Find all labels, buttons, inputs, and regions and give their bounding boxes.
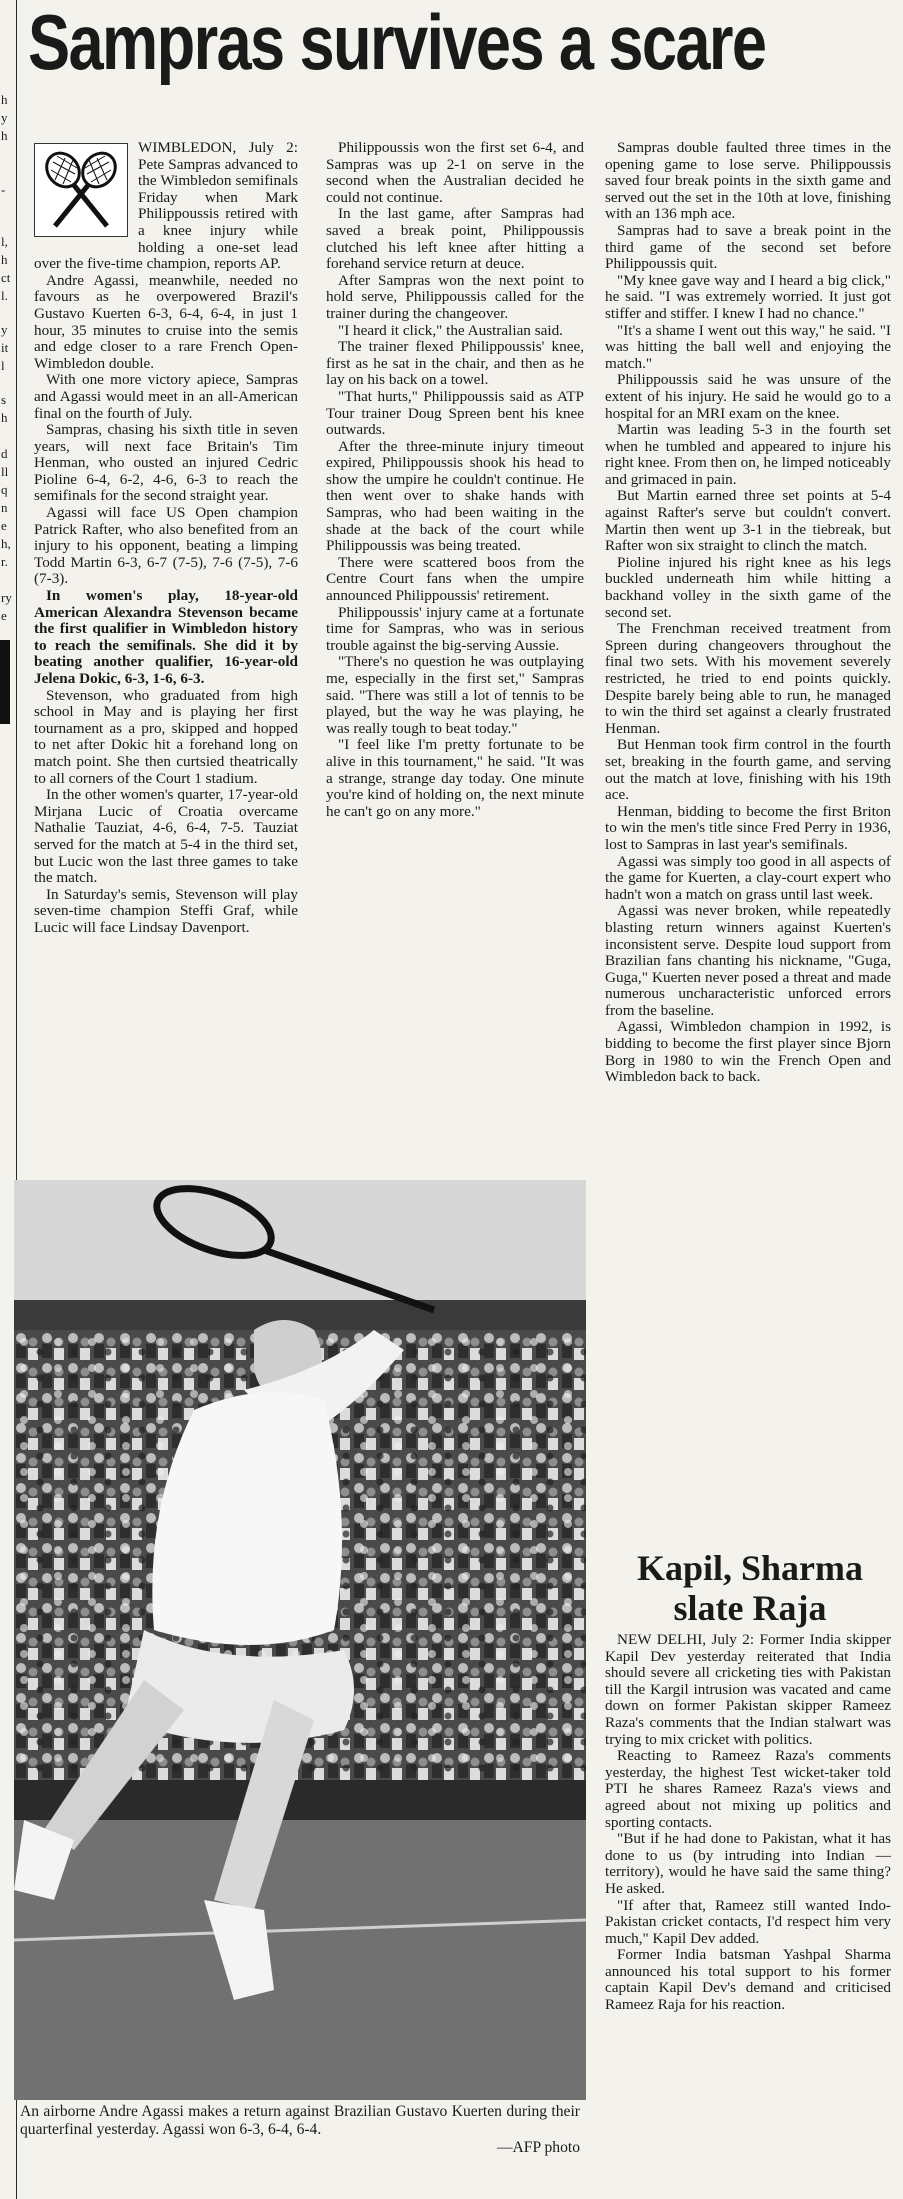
article-paragraph: There were scattered boos from the Centre Court fans when the umpire announced Philippoussis' retirement.: [326, 553, 584, 605]
dateline: NEW DELHI, July 2:: [617, 1631, 755, 1648]
tennis-photo: [14, 1180, 586, 2100]
column-2: [326, 140, 584, 820]
second-headline-line-2: slate Raja: [673, 1588, 827, 1628]
article-paragraph: Agassi, Wimbledon champion in 1992, is bidding to become the first player since Bjorn Borg in 1980 to win the French Open and Wimbledon back to back.: [605, 1018, 891, 1086]
article-paragraph: In Saturday's semis, Stevenson will play seven-time champion Steffi Graf, while Lucic will face Lindsay Davenport.: [34, 885, 298, 936]
article-paragraph: The trainer flexed Philippoussis' knee, first as he sat in the chair, and then as he lay on his back on a towel.: [326, 338, 584, 389]
edge-black-bar: [0, 640, 10, 724]
article-paragraph: Sampras, chasing his sixth title in seven years, will next face Britain's Tim Henman, who ousted an injured Cedric Pioline 6-4, 6-2, 4-6, 6-3 to reach the semifinals for the second straight year.: [34, 421, 298, 505]
edge-fragment: d: [1, 446, 8, 461]
photo-caption: [20, 2103, 580, 2157]
article-paragraph: Pioline injured his right knee as his legs buckled underneath him while hitting a backhand volley in the sixth game of the second set.: [605, 553, 891, 621]
edge-fragment: e: [1, 608, 7, 623]
article-paragraph: Philippoussis said he was unsure of the extent of his injury. He said he would go to a hospital for an MRI exam on the knee.: [605, 371, 891, 422]
article-paragraph: "That hurts," Philippoussis said as ATP Tour trainer Doug Spreen bent his knee outwards.: [326, 387, 584, 439]
article-paragraph: "I heard it click," the Australian said.: [338, 321, 563, 339]
column-1: [34, 140, 298, 937]
article-paragraph: "I feel like I'm pretty fortunate to be alive in this tournament," he said. "It was a strange, strange day today. One minute you're kind of holding on, the next minute he can't go on any more.": [326, 736, 584, 820]
article-paragraph: Sampras had to save a break point in the third game of the second set before Philippoussis quit.: [605, 221, 891, 273]
tennis-rackets-icon: [34, 143, 128, 237]
article-paragraph: Agassi was never broken, while repeatedly blasting return winners against Kuerten's inconsistent serve. Despite loud support from Brazilian fans chanting his nickname, "Guga, Guga," Kuerten never posed a threat and made numerous uncharacteristic unforced errors from the baseline.: [605, 902, 891, 1019]
article-paragraph: In the other women's quarter, 17-year-old Mirjana Lucic of Croatia overcame Nathalie Tauziat, 4-6, 6-4, 7-5. Tauziat served for the match at 5-4 in the third set, but Lucic won the last three games to take the match.: [34, 786, 298, 887]
edge-fragment: -: [1, 182, 6, 197]
edge-fragment: it: [1, 340, 9, 355]
article-paragraph: [605, 1632, 891, 1748]
edge-fragment: h: [1, 128, 8, 143]
edge-fragment: l.: [1, 288, 8, 303]
article-paragraph: But Martin earned three set points at 5-4 against Rafter's serve but couldn't convert. Martin then went up 3-1 in the tiebreak, but Rafter won six straight to clinch the match.: [605, 487, 891, 555]
article-paragraph: In the last game, after Sampras had saved a break point, Philippoussis clutched his left knee after hitting a forehand service return at deuce.: [326, 205, 584, 273]
article-paragraph: Andre Agassi, meanwhile, needed no favours as he overpowered Brazil's Gustavo Kuerten 6-3, 6-4, 6-4, in just 1 hour, 35 minutes to cruise into the semis and edge closer to a rare French Open-Wimbledon double.: [34, 271, 298, 372]
column-4: [605, 1632, 891, 2014]
edge-fragment: r.: [1, 554, 8, 569]
second-headline-line-1: Kapil, Sharma: [636, 1548, 864, 1588]
second-story-headline: [605, 1548, 895, 1628]
article-paragraph: Stevenson, who graduated from high school in May and is playing her first tournament as a pro, skipped and hopped to net after Dokic hit a forehand long on match point. She then curtsied theatrically to all corners of the Court 1 stadium.: [34, 686, 298, 787]
article-paragraph: Reacting to Rameez Raza's comments yesterday, the highest Test wicket-taker told PTI he shares Rameez Raza's views and agreed about not mixing up politics and sporting contacts.: [605, 1747, 891, 1831]
article-paragraph: Former India batsman Yashpal Sharma announced his total support to his former captain Kapil Dev's demand and criticised Rameez Raja for his reaction.: [605, 1946, 891, 2014]
article-paragraph: Philippoussis won the first set 6-4, and Sampras was up 2-1 on serve in the second when the Australian decided he could not continue.: [326, 139, 584, 206]
article-paragraph: "But if he had done to Pakistan, what it has done to us (by intruding into Indian — territory), would he have said the same thing? He asked.: [605, 1830, 891, 1897]
edge-fragment: h: [1, 410, 8, 425]
article-paragraph: Agassi will face US Open champion Patrick Rafter, who also benefited from an injury to his opponent, beating a limping Todd Martin 6-3, 6-7 (7-5), 7-6 (7-5), 7-6 (7-3).: [34, 504, 298, 588]
article-paragraph: Sampras double faulted three times in the opening game to lose serve. Philippoussis saved four break points in the sixth game and served out the set in the 10th at love, finishing with an 136 mph ace.: [605, 139, 891, 223]
article-paragraph: With one more victory apiece, Sampras and Agassi would meet in an all-American final on the fourth of July.: [34, 371, 298, 422]
article-paragraph: After the three-minute injury timeout expired, Philippoussis shook his head to show the umpire he couldn't continue. He then went over to shake hands with Sampras, who had been waiting in the shade at the back of the court while Philippoussis was being treated.: [326, 437, 584, 555]
article-paragraph-bold: In women's play, 18-year-old American Alexandra Stevenson became the first qualifier in Wimbledon history to reach the semifinals. She did it by beating another qualifier, 16-year-old Jelena Dokic, 6-3, 1-6, 6-3.: [34, 587, 298, 687]
lead-text: Pete Sampras advanced to the Wimbledon semifinals Friday when Mark Philippoussis retired with a knee injury while holding a one-set lead over the five-time champion, reports AP.: [34, 155, 298, 273]
edge-fragment: h: [1, 252, 8, 267]
edge-fragment: l,: [1, 234, 8, 249]
article-paragraph: "If after that, Rameez still wanted Indo-Pakistan cricket contacts, I'd respect him very much," Kapil Dev added.: [605, 1896, 891, 1947]
edge-fragment: ct: [1, 270, 11, 285]
lead-text: Former India skipper Kapil Dev yesterday reiterated that India should severe all cricketing ties with Pakistan till the Kargil intrusion was vacated and came down on former Pakistan skipper Rameez Raza's comments that the Indian stalwart was trying to mix cricket with politics.: [605, 1631, 892, 1748]
edge-fragment: q: [1, 482, 8, 497]
dateline: WIMBLEDON, July 2:: [138, 139, 298, 156]
edge-fragment: l: [1, 358, 5, 373]
edge-fragment: y: [1, 322, 8, 337]
edge-fragment: s: [1, 392, 7, 407]
edge-fragment: e: [1, 518, 7, 533]
edge-fragment: n: [1, 500, 8, 515]
article-paragraph: But Henman took firm control in the fourth set, breaking in the fourth game, and serving out the match at love, finishing with his 19th ace.: [605, 736, 891, 804]
edge-fragment: ry: [1, 590, 12, 605]
edge-fragment: y: [1, 110, 8, 125]
column-3: [605, 140, 891, 1086]
article-paragraph: Agassi was simply too good in all aspects of the game for Kuerten, a clay-court expert who hadn't won a match on grass until last week.: [605, 852, 891, 903]
article-paragraph: Philippoussis' injury came at a fortunate time for Sampras, who was in serious trouble against the big-serving Aussie.: [326, 603, 584, 654]
article-paragraph: The Frenchman received treatment from Spreen during changeovers throughout the final two sets. With his movement severely restricted, he tried to end points quickly. Despite barely being able to run, he managed to win the third set against a clearly frustrated Henman.: [605, 620, 891, 737]
article-paragraph: "It's a shame I went out this way," he said. "I was hitting the ball well and enjoying the match.": [605, 321, 891, 372]
caption-text: An airborne Andre Agassi makes a return against Brazilian Gustavo Kuerten during their quarterfinal yesterday. Agassi won 6-3, 6-4, 6-4.: [20, 2103, 580, 2138]
headline: Sampras survives a scare: [28, 0, 766, 86]
article-paragraph: "My knee gave way and I heard a big click," he said. "I was extremely worried. It just got stiffer and stiffer. I knew I had no chance.": [605, 271, 891, 322]
edge-fragment: ll: [1, 464, 9, 479]
edge-fragment: h: [1, 92, 8, 107]
article-paragraph: Henman, bidding to become the first Briton to win the men's title since Fred Perry in 1936, lost to Sampras in last year's semifinals.: [605, 802, 891, 853]
edge-fragment: h,: [1, 536, 11, 551]
photo-credit: —AFP photo: [496, 2139, 580, 2156]
article-paragraph: "There's no question he was outplaying me, especially in the first set," Sampras said. "There was still a lot of tennis to be played, but the way he was playing, he was really tough to beat today.": [326, 653, 584, 737]
article-paragraph: After Sampras won the next point to hold serve, Philippoussis called for the trainer during the changeover.: [326, 271, 584, 322]
article-paragraph: Martin was leading 5-3 in the fourth set when he tumbled and appeared to injure his right knee. From then on, he limped noticeably and grimaced in pain.: [605, 421, 891, 488]
